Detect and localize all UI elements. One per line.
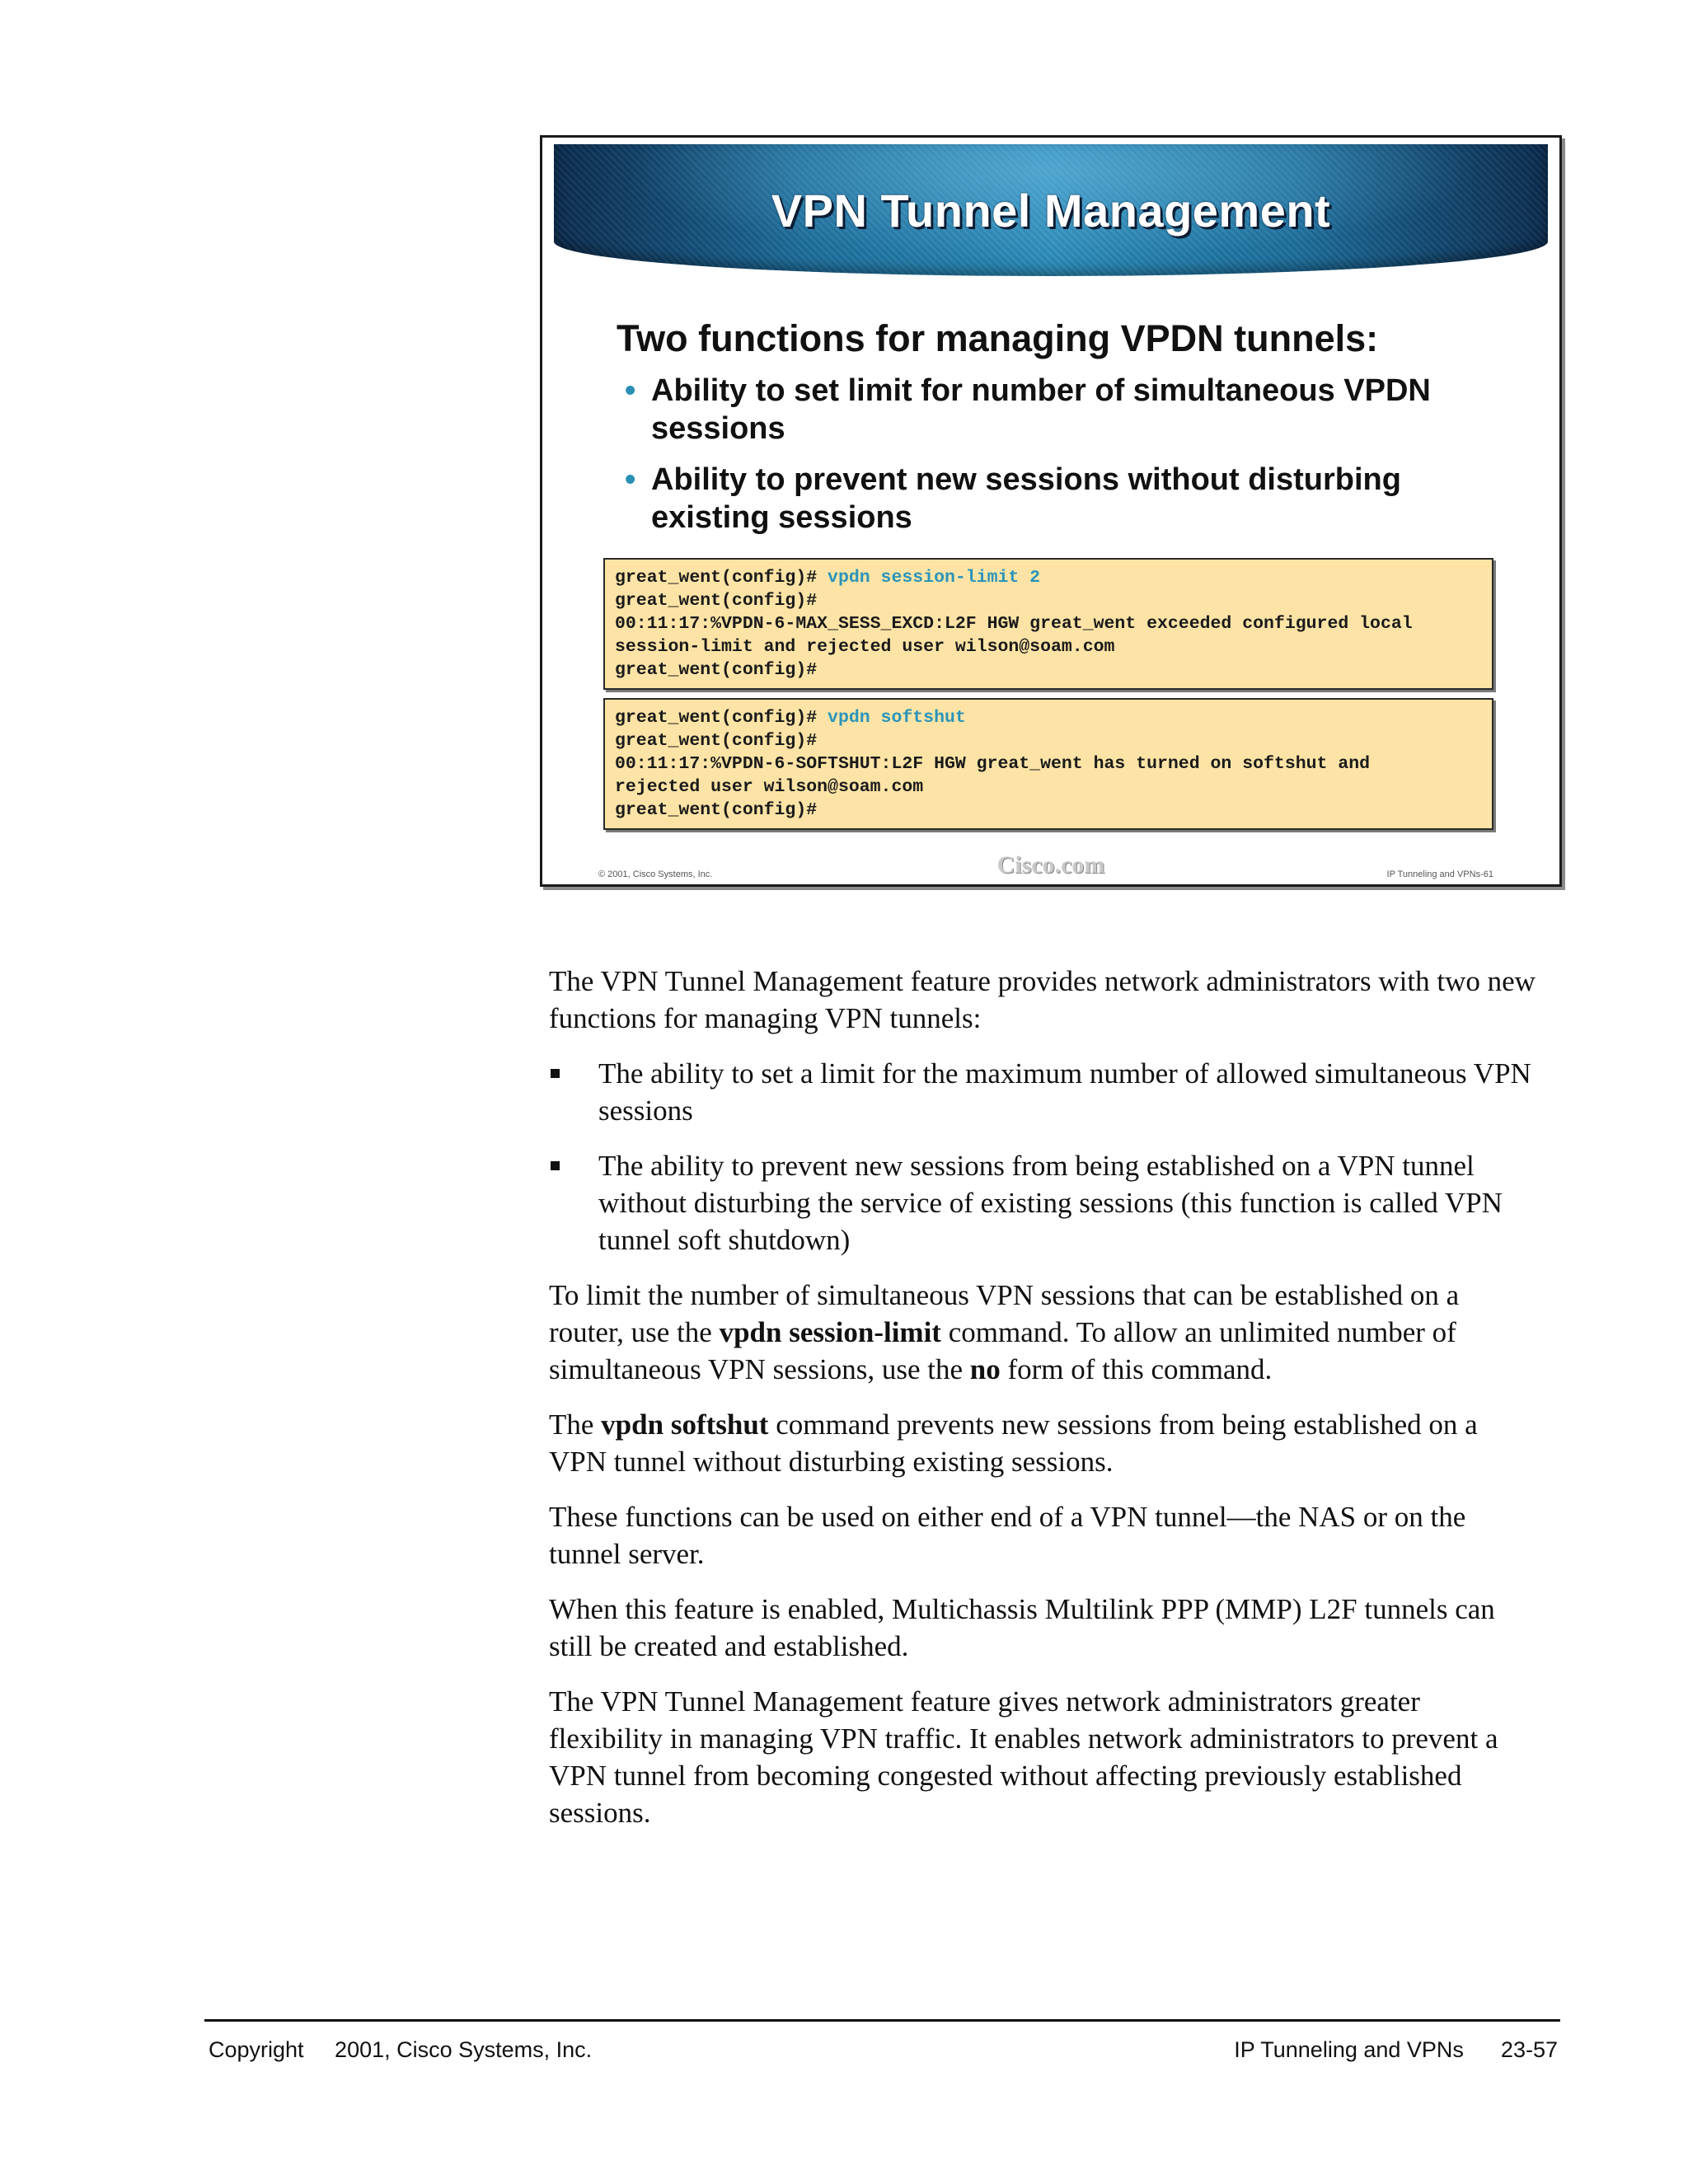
square-bullet-icon: [551, 1161, 560, 1170]
bullet-dot-icon: •: [625, 462, 636, 497]
slide-bullet-text: Ability to prevent new sessions without disturbing existing sessions: [651, 462, 1401, 535]
function-list: [549, 1055, 1538, 1258]
code-command: vpdn softshut: [828, 708, 966, 728]
slide-bullet-text: Ability to set limit for number of simultaneous VPDN sessions: [651, 373, 1431, 446]
bullet-dot-icon: •: [625, 373, 636, 408]
slide-bullet: [625, 461, 1498, 537]
tunnel-ends-paragraph: These functions can be used on either end of a VPN tunnel—the NAS or on the tunnel server.: [549, 1501, 1466, 1570]
footer-divider: [204, 2019, 1560, 2022]
slide-copyright: © 2001, Cisco Systems, Inc.: [598, 869, 713, 879]
slide-title: VPN Tunnel Management: [771, 185, 1331, 237]
square-bullet-icon: [551, 1069, 560, 1078]
code-line: rejected user wilson@soam.com: [615, 777, 924, 797]
code-line: great_went(config)#: [615, 591, 818, 611]
code-block-session-limit: [603, 558, 1493, 690]
text-run: To limit the number of simultaneous VPN sessions that can be established on a router, use the: [549, 1279, 1460, 1348]
body-content: [549, 963, 1538, 1849]
mmp-paragraph: When this feature is enabled, Multichassis Multilink PPP (MMP) L2F tunnels can still be created and established.: [549, 1593, 1495, 1662]
text-run: form of this command.: [1000, 1353, 1273, 1385]
slide-image: [540, 135, 1562, 887]
slide-page-label: IP Tunneling and VPNs-61: [1386, 869, 1493, 879]
code-line: great_went(config)#: [615, 800, 818, 820]
command-keyword: vpdn session-limit: [719, 1316, 941, 1348]
list-item-text: The ability to prevent new sessions from being established on a VPN tunnel without disturbing the service of existing sessions (this function is called VPN tunnel soft shutdown): [598, 1150, 1503, 1256]
summary-paragraph: The VPN Tunnel Management feature gives network administrators greater flexibility in managing VPN traffic. It enables network administrators to prevent a VPN tunnel from becoming congested without affecting previously established sessions.: [549, 1685, 1498, 1829]
code-line: session-limit and rejected user wilson@soam.com: [615, 637, 1115, 657]
code-command: vpdn session-limit 2: [828, 568, 1041, 588]
code-line: 00:11:17:%VPDN-6-MAX_SESS_EXCD:L2F HGW great_went exceeded configured local: [615, 614, 1413, 634]
code-line: [615, 566, 1482, 589]
footer-page-number: IP Tunneling and VPNs 23-57: [1234, 2037, 1558, 2062]
slide-bullet-list: [625, 372, 1498, 550]
code-line: great_went(config)#: [615, 731, 818, 751]
command-keyword: vpdn softshut: [601, 1408, 769, 1441]
softshut-paragraph: [549, 1406, 1538, 1480]
code-prompt: great_went(config)#: [615, 568, 818, 588]
text-run: command. To allow an unlimited number of simultaneous VPN sessions, use the: [549, 1316, 1456, 1385]
slide-heading: Two functions for managing VPDN tunnels:: [617, 317, 1379, 359]
list-item-text: The ability to set a limit for the maximum number of allowed simultaneous VPN sessions: [598, 1057, 1531, 1127]
code-line: great_went(config)#: [615, 660, 818, 680]
code-prompt: great_went(config)#: [615, 708, 818, 728]
list-item: [549, 1055, 1538, 1129]
code-line: [615, 706, 1482, 729]
text-run: The: [549, 1408, 602, 1441]
list-item: [549, 1147, 1538, 1258]
slide-title-banner: [554, 144, 1548, 276]
code-block-softshut: [603, 698, 1493, 830]
cisco-logo: Cisco.com: [996, 851, 1105, 879]
slide-bullet: [625, 372, 1498, 448]
text-run: command prevents new sessions from being established on a VPN tunnel without disturbing existing sessions.: [549, 1408, 1478, 1478]
intro-paragraph: The VPN Tunnel Management feature provides network administrators with two new functions for managing VPN tunnels:: [549, 965, 1536, 1034]
code-line: 00:11:17:%VPDN-6-SOFTSHUT:L2F HGW great_went has turned on softshut and: [615, 754, 1371, 774]
footer-copyright: Copyright 2001, Cisco Systems, Inc.: [209, 2037, 593, 2062]
session-limit-paragraph: [549, 1277, 1538, 1388]
command-keyword: no: [969, 1353, 1001, 1385]
